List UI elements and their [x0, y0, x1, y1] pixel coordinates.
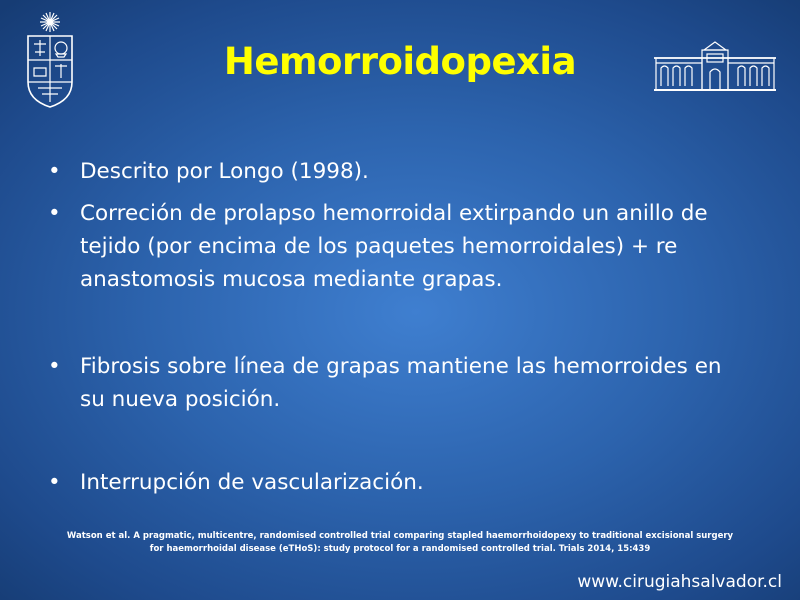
bullet-text: Fibrosis sobre línea de grapas mantiene las hemorroides en su nueva posición.	[80, 354, 722, 412]
bullet-item	[48, 466, 748, 499]
bullet-dot: •	[48, 201, 61, 226]
bullet-text: Interrupción de vascularización.	[80, 470, 424, 495]
bullet-dot: •	[48, 159, 61, 184]
bullet-text: Correción de prolapso hemorroidal extirpando un anillo de tejido (por encima de los paquetes hemorroidales) + re anastomosis mucosa mediante grapas.	[80, 201, 708, 292]
bullet-item	[48, 350, 748, 416]
bullet-dot: •	[48, 470, 61, 495]
bullet-item	[48, 155, 748, 188]
bullet-dot: •	[48, 354, 61, 379]
bullet-item	[48, 197, 748, 296]
bullet-text: Descrito por Longo (1998).	[80, 159, 369, 184]
website-url: www.cirugiahsalvador.cl	[577, 572, 782, 592]
slide-title: Hemorroidopexia	[223, 40, 577, 83]
citation: Watson et al. A pragmatic, multicentre, randomised controlled trial comparing stapled haemorrhoidopexy to traditional excisional surgery for haemorrhoidal disease (eTHoS): study protocol for a randomised controlled trial. Trials 2014, 15:439	[66, 531, 734, 554]
